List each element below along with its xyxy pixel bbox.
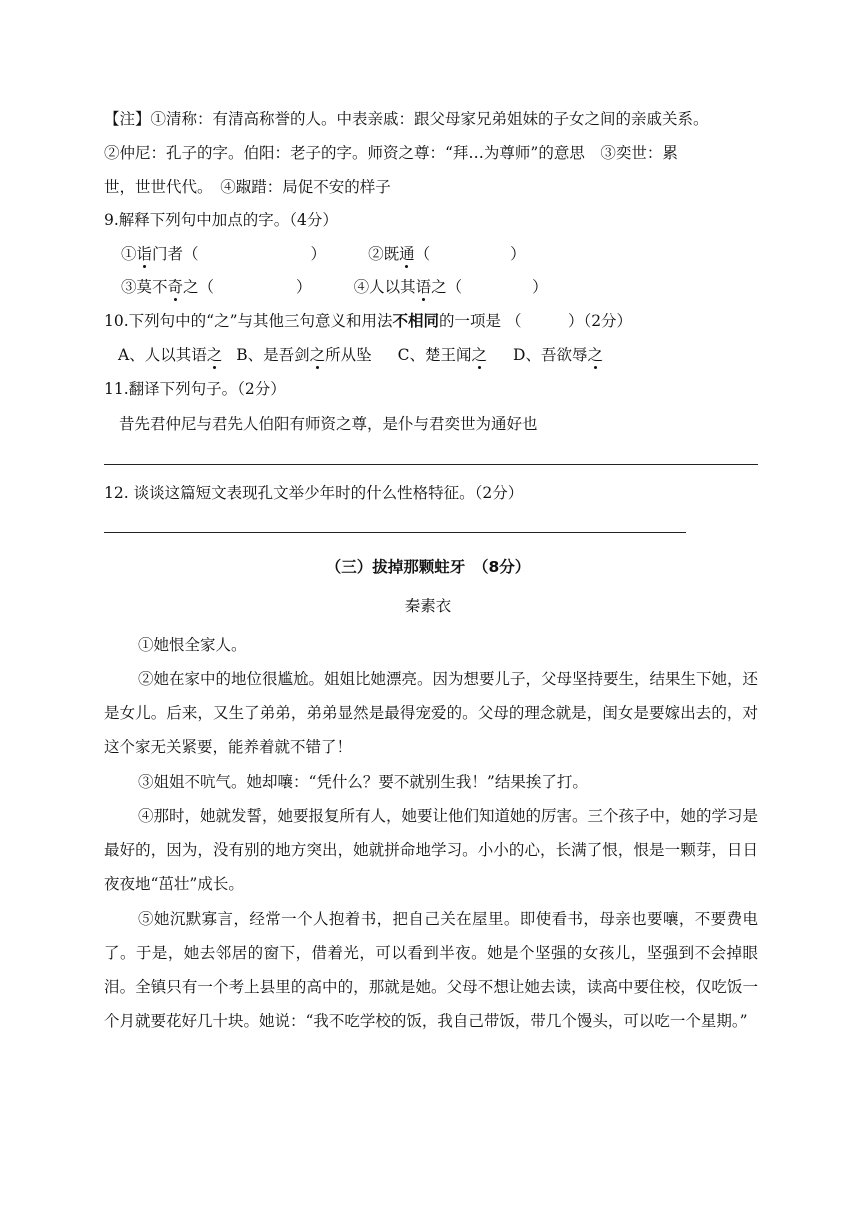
dotted-char: 语 (415, 278, 432, 296)
question-10-title: 10.下列句中的“之”与其他三句意义和用法不相同的一项是 （ ）（2分） (104, 312, 633, 330)
dotted-char: 之 (471, 346, 488, 364)
dotted-char: 之 (309, 346, 326, 364)
dotted-char: 诣 (136, 245, 153, 263)
paragraph-2: ②她在家中的地位很尴尬。姐姐比她漂亮。因为想要儿子，父母坚持要生，结果生下她，还是女儿。后来，又生了弟弟，弟弟显然是最得宠爱的。父母的理念就是，闺女是要嫁出去的，对这个家无关紧要，能养着就不错了！ (104, 670, 759, 756)
dotted-char: 奇 (167, 278, 184, 296)
dotted-char: 之 (206, 346, 223, 364)
paragraph-5: ⑤她沉默寡言，经常一个人抱着书，把自己关在屋里。即使看书，母亲也要嚷，不要费电了。于是，她去邻居的窗下，借着光，可以看到半夜。她是个坚强的女孩儿，坚强到不会掉眼泪。全镇只有一个考上县里的高中的，那就是她。父母不想让她去读，读高中要住校，仅吃饭一个月就要花好几十块。她说：“我不吃学校的饭，我自己带饭，带几个馒头，可以吃一个星期。” (104, 910, 758, 1030)
question-12-title: 12. 谈谈这篇短文表现孔文举少年时的什么性格特征。（2分） (104, 484, 524, 502)
note-line-1: 【注】①清称：有清高称誉的人。中表亲戚：跟父母家兄弟姐妹的子女之间的亲戚关系。 (104, 110, 709, 128)
article-author: 秦素衣 (404, 597, 452, 615)
question-10-options: A、人以其语之 B、是吾剑之所从坠 C、楚王闻之 D、吾欲辱之 (118, 346, 603, 364)
dotted-char: 之 (587, 346, 603, 364)
emphasis-text: 不相同 (392, 312, 440, 330)
answer-line-11 (104, 464, 758, 465)
paragraph-4: ④那时，她就发誓，她要报复所有人，她要让他们知道她的厉害。三个孩子中，她的学习是最好的，因为，没有别的地方突出，她就拼命地学习。小小的心，长满了恨，恨是一颗芽，日日夜夜地“茁壮”成长。 (104, 807, 759, 893)
question-11-sentence: 昔先君仲尼与君先人伯阳有师资之尊，是仆与君奕世为通好也 (119, 415, 538, 433)
section-heading: （三）拔掉那颗蛀牙 （8分） (325, 558, 531, 576)
answer-line-12 (104, 532, 686, 533)
note-line-2: ②仲尼：孔子的字。伯阳：老子的字。师资之尊：“拜…为尊师”的意思 ③奕世：累 (104, 144, 678, 162)
paragraph-1: ①她恨全家人。 (138, 636, 247, 654)
dotted-char: 通 (399, 245, 415, 263)
question-9-row-2: ③莫不奇之（ ） ④人以其语之（ ） (121, 278, 548, 296)
question-9-title: 9.解释下列句中加点的字。（4分） (104, 211, 338, 229)
question-11-title: 11.翻译下列句子。（2分） (104, 380, 286, 398)
question-9-row-1: ①诣门者（ ） ②既通（ ） (121, 245, 526, 263)
paragraph-3: ③姐姐不吭气。她却嚷：“凭什么？要不就别生我！”结果挨了打。 (138, 773, 588, 791)
note-line-3: 世，世世代代。 ④踧踖：局促不安的样子 (104, 178, 391, 196)
